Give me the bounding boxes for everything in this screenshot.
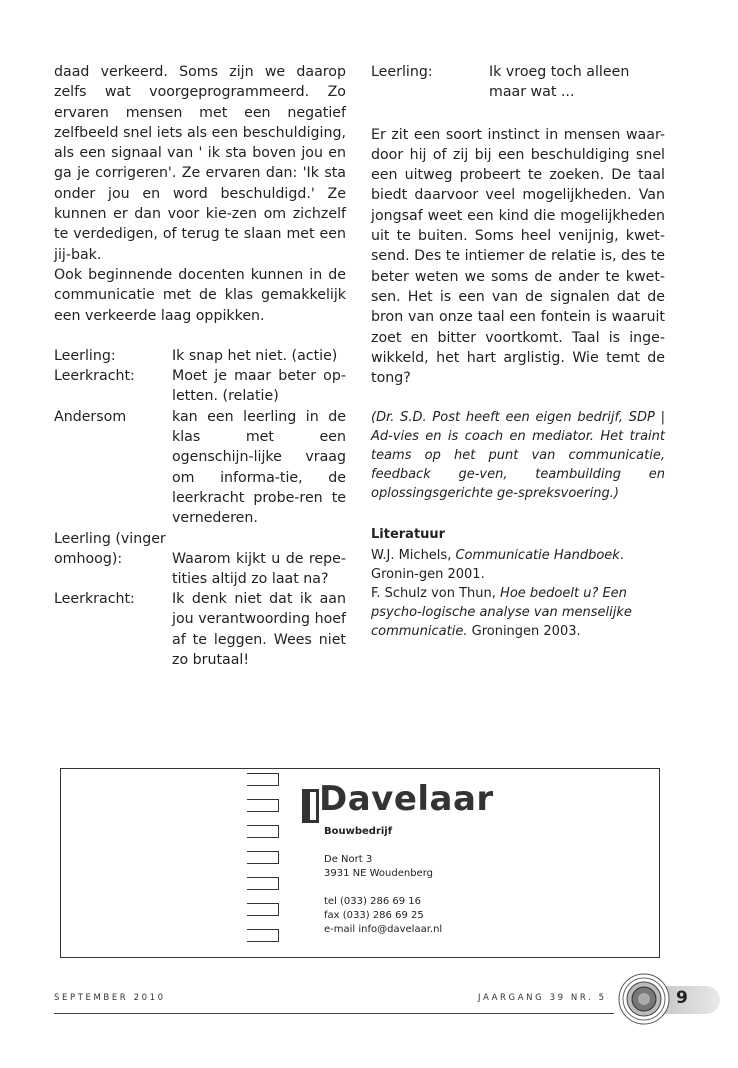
left-column [54,62,346,670]
literature-title: Communicatie Handboek [455,547,620,563]
dialogue-line: kan een leerling in de klas met een ogenschijn-lijke vraag om informa-tie, de leerkracht probe-ren te vernederen. [172,408,346,527]
literature-publication: . Gronin-gen 2001. [371,547,624,582]
ad-email: e-mail info@davelaar.nl [324,924,443,935]
literature-item [371,546,665,584]
left-paragraph-2: Ook beginnende docenten kunnen in de communicatie met de klas gemakkelijk een verkeerde laag oppikken. [54,266,346,324]
ad-subtitle: Bouwbedrijf [324,826,393,837]
dialogue-line: Ik vroeg toch alleen maar wat ... [489,64,630,101]
page-number: 9 [676,988,688,1008]
right-dialogue [371,62,665,103]
right-paragraph: Er zit een soort instinct in mensen waar-door hij of zij bij een beschuldiging snel een uitweg probeert te zoeken. De taal biedt daarvoor veel mogelijkheden. Van jongsaf weet een kind die mogelijkheden uit te buiten. Soms heel venijnig, kwet-send. Des te intiemer de relatie is, des te beter weten we soms de ander te kwet-sen. Het is een van de signalen dat de bron van onze taal een fontein is waaruit zoet en bitter voortkomt. Taal is inge-wikkeld, het hart arglistig. Wie temt de tong? [371,126,665,387]
ad-fax: fax (033) 286 69 25 [324,910,424,921]
dialogue-speaker: Leerkracht: [54,368,135,385]
advertisement-box [60,768,660,958]
logo-mark-icon [302,789,310,823]
dialogue-line: Ik denk niet dat ik aan jou verantwoording hoef af te leggen. Wees niet zo brutaal! [172,591,346,669]
literature-list [371,546,665,641]
literature-item [371,584,665,641]
ad-phone: tel (033) 286 69 16 [324,896,421,907]
dialogue-line: Ik snap het niet. (actie) [172,347,338,364]
dialogue-line: Waarom kijkt u de repe-tities altijd zo laat na? [172,550,346,587]
dialogue-speaker: Andersom [54,408,127,425]
logo-bars-graphic [247,769,281,957]
author-note: (Dr. S.D. Post heeft een eigen bedrijf, SDP | Ad-vies en is coach en mediator. Het traint teams op het punt van communicatie, feedback ge-ven, teambuilding en oplossingsgerichte ge-spreksvoering.) [371,410,665,502]
footer-volume: JAARGANG 39 NR. 5 [478,993,607,1003]
ad-address-line-2: 3931 NE Woudenberg [324,868,433,879]
right-column [371,62,665,641]
page-number-tab [664,986,720,1014]
footer-rule [54,1013,614,1014]
literature-publication: Groningen 2003. [467,623,581,639]
dialogue-line: Moet je maar beter op-letten. (relatie) [172,368,346,405]
literature-title: Hoe bedoelt u? Een psycho-logische analyse van menselijke communicatie. [371,585,632,639]
dialogue-speaker: Leerling: [371,64,433,80]
literature-author: F. Schulz von Thun, [371,585,501,601]
brand-name: Davelaar [319,779,494,819]
dialogue-speaker: Leerling: [54,347,116,364]
left-paragraph-1: daad verkeerd. Soms zijn we daarop zelfs wat voorgeprogrammeerd. Zo ervaren mensen met een negatief zelfbeeld snel iets als een beschuldiging, als een signaal van ' ik sta boven jou en ga je corrigeren'. Ze ervaren dan: 'Ik sta onder jou en word beschuldigd.' Ze kunnen er dan voor kie-zen om zichzelf te verdedigen, of terug te slaan met een jij-bak. [54,64,346,263]
dialogue-speaker: Leerling (vinger omhoog): [54,530,166,567]
journal-seal-icon [617,972,671,1026]
literature-author: W.J. Michels, [371,547,456,563]
ad-address-line-1: De Nort 3 [324,854,373,865]
dialogue-speaker: Leerkracht: [54,591,135,608]
footer-date: SEPTEMBER 2010 [54,993,166,1003]
dialogue-block [54,346,346,670]
literature-heading: Literatuur [371,527,446,543]
